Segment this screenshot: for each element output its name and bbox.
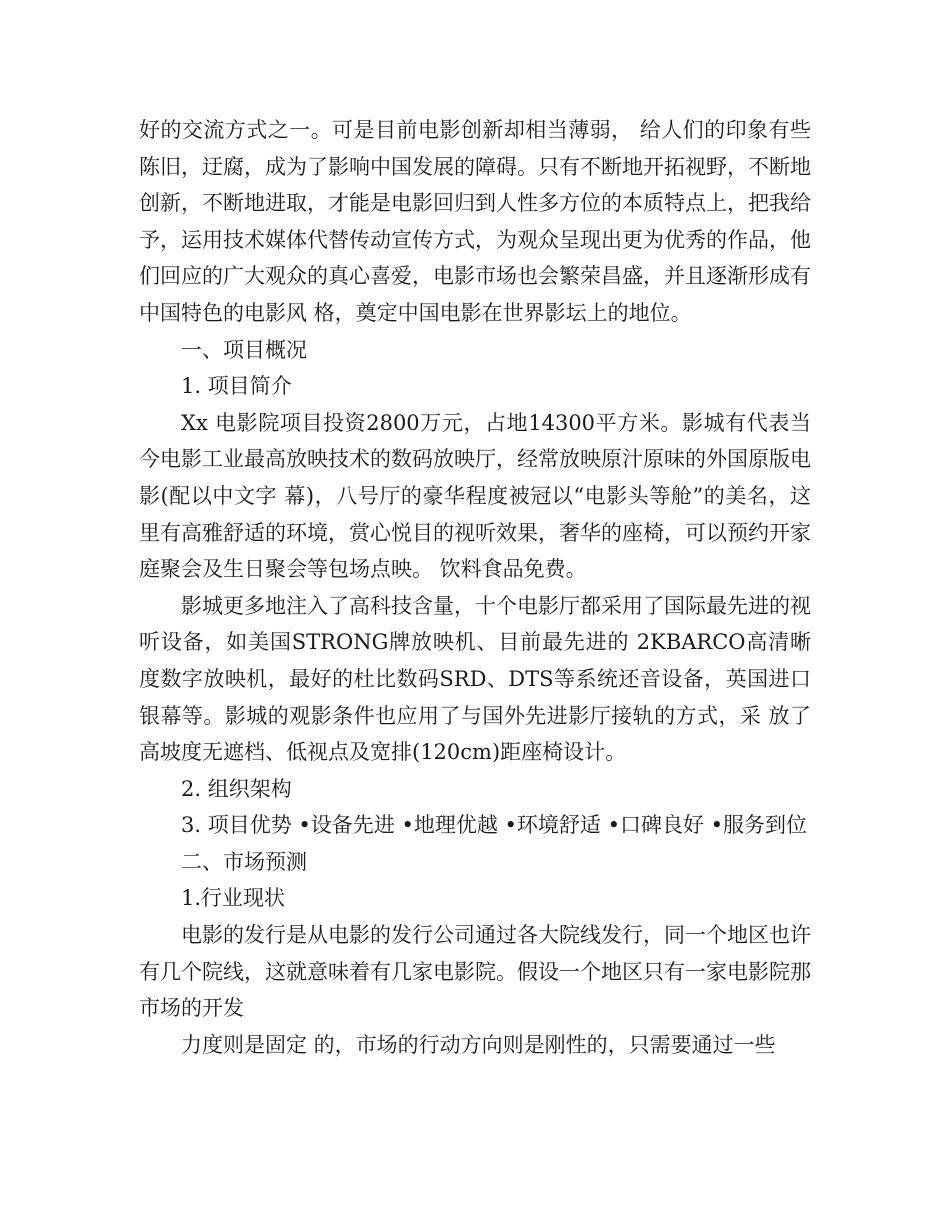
paragraph-project-intro: Xx 电影院项目投资2800万元，占地14300平方米。影城有代表当今电影工业最高放映技术的数码放映厅，经常放映原汁原味的外国原版电影(配以中文字 幕)，八号厅的豪华程度被冠以“电影头等舱”的美名，这里有高雅舒适的环境，赏心悦目的视听效果，奢华的座椅，可以预约开家庭聚会及生日聚会等包场点映。 饮料食品免费。 <box>139 410 811 582</box>
subheading-industry-status: 1.行业现状 <box>181 886 286 911</box>
paragraph-market-rigidity: 力度则是固定 的，市场的行动方向则是刚性的，只需要通过一些 <box>181 1032 776 1057</box>
section-heading-market-forecast: 二、市场预测 <box>181 849 307 874</box>
paragraph-distribution: 电影的发行是从电影的发行公司通过各大院线发行，同一个地区也许有几个院线，这就意味着有几家电影院。假设一个地区只有一家电影院那市场的开发 <box>139 923 811 1021</box>
subheading-project-advantages: 3. 项目优势 •设备先进 •地理优越 •环境舒适 •口碑良好 •服务到位 <box>181 813 808 838</box>
subheading-project-intro: 1. 项目简介 <box>181 374 292 399</box>
subheading-organization: 2. 组织架构 <box>181 776 292 801</box>
paragraph-intro-continued: 好的交流方式之一。可是目前电影创新却相当薄弱， 给人们的印象有些陈旧，迂腐，成为了影响中国发展的障碍。只有不断地开拓视野，不断地创新，不断地进取，才能是电影回归到人性多方位的本质特点上，把我给 予，运用技术媒体代替传动宣传方式，为观众呈现出更为优秀的作品，他们回应的广大观众的真心喜爱，电影市场也会繁荣昌盛，并且逐渐形成有中国特色的电影风 格，奠定中国电影在世界影坛上的地位。 <box>139 118 811 325</box>
section-heading-project-overview: 一、项目概况 <box>181 337 307 362</box>
paragraph-equipment: 影城更多地注入了高科技含量，十个电影厅都采用了国际最先进的视听设备，如美国STRONG牌放映机、目前最先进的 2KBARCO高清晰度数字放映机，最好的杜比数码SRD、DTS等系统还音设备，英国进口银幕等。影城的观影条件也应用了与国外先进影厅接轨的方式，采 放了高坡度无遮档、低视点及宽排(120cm)距座椅设计。 <box>139 593 811 765</box>
document-body <box>139 112 811 1063</box>
